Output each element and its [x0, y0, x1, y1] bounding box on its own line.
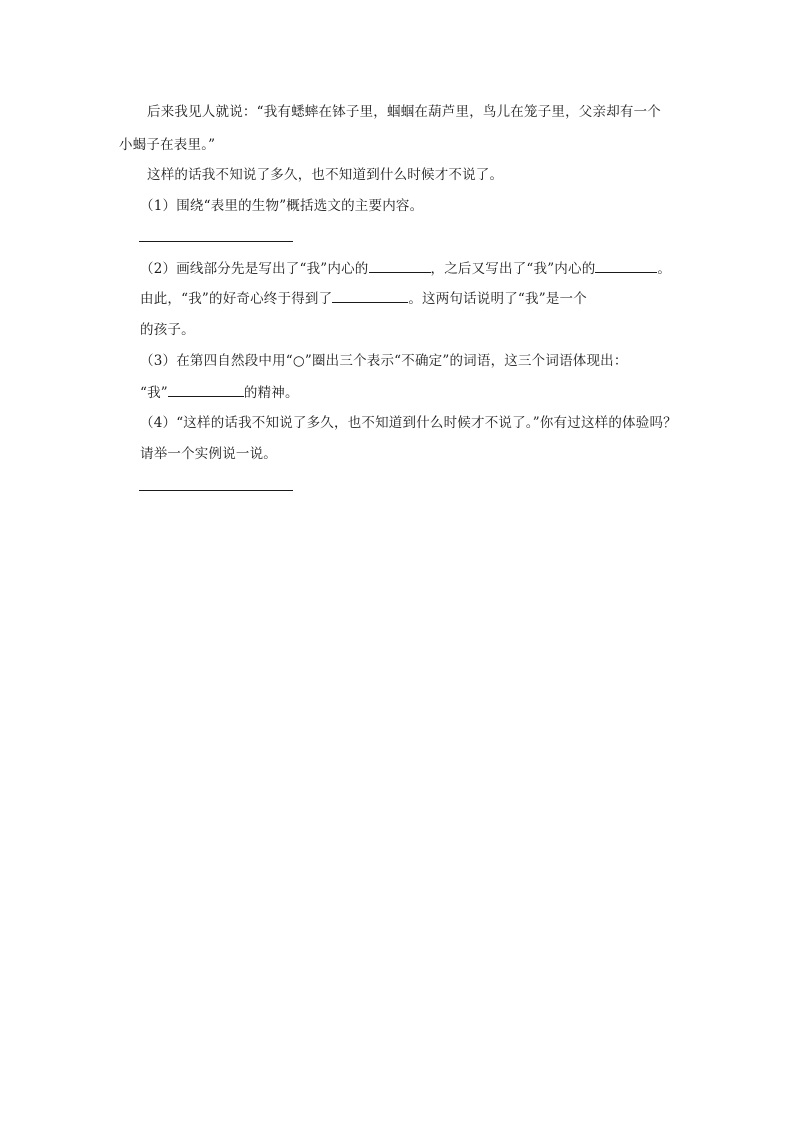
question-2-blank-1[interactable]: [369, 258, 431, 273]
question-4-line-2: 请举一个实例说一说。: [140, 446, 277, 462]
question-3-text-a: “我”: [140, 385, 168, 401]
question-2-text-e: 。这两句话说明了“我”是一个: [408, 291, 587, 307]
passage-paragraph-2: 这样的话我不知说了多久，也不知道到什么时候才不说了。: [147, 167, 504, 183]
question-3-text-b: 的精神。: [243, 385, 299, 401]
question-2-line-1: [140, 258, 671, 279]
question-4-answer-line[interactable]: [139, 490, 293, 491]
passage-paragraph-1-line-2: 小蝎子在表里。”: [119, 137, 216, 153]
question-3-blank[interactable]: [168, 382, 244, 397]
passage-paragraph-1-line-1: 后来我见人就说：“我有蟋蟀在钵子里，蝈蝈在葫芦里，鸟儿在笼子里，父亲却有一个: [147, 104, 662, 120]
question-2-line-2: [140, 288, 587, 309]
question-2-line-3: 的孩子。: [140, 322, 195, 338]
question-2-text-a: （2）画线部分先是写出了“我”内心的: [140, 261, 369, 277]
question-3-line-2: [140, 382, 299, 403]
question-2-blank-2[interactable]: [595, 258, 657, 273]
question-3-line-1: （3）在第四自然段中用“○”圈出三个表示“不确定”的词语，这三个词语体现出：: [140, 353, 628, 369]
question-1: （1）围绕“表里的生物”概括选文的主要内容。: [140, 198, 424, 214]
question-2-text-d: 由此，“我”的好奇心终于得到了: [140, 291, 333, 307]
question-2-blank-3[interactable]: [332, 288, 408, 303]
question-2-text-c: 。: [657, 261, 672, 277]
question-2-text-b: ，之后又写出了“我”内心的: [430, 261, 596, 277]
question-4-line-1: （4）“这样的话我不知说了多久，也不知道到什么时候才不说了。”你有过这样的体验吗？: [140, 415, 677, 431]
question-1-answer-line[interactable]: [139, 241, 293, 242]
